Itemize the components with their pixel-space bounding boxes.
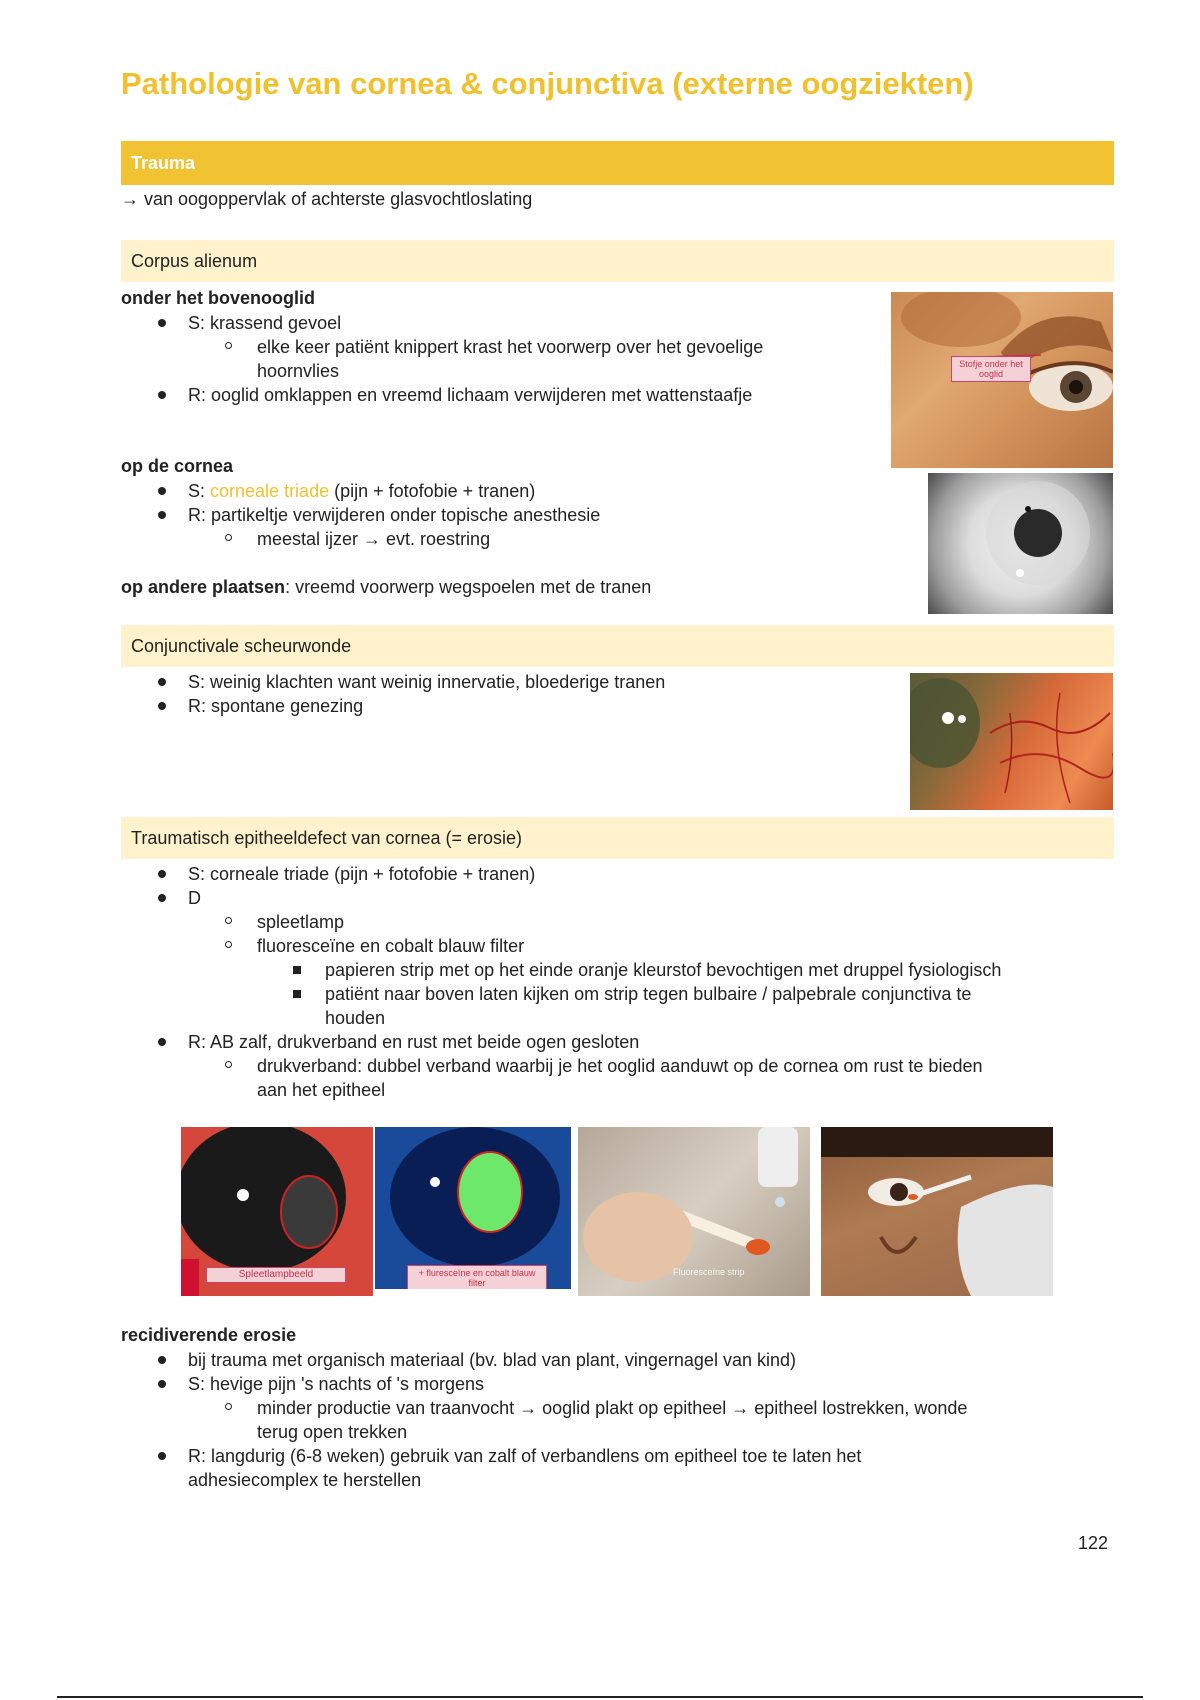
highlighted-term: corneale triade	[210, 481, 330, 501]
bullet-icon	[158, 702, 166, 710]
list-item: minder productie van traanvocht → ooglid plakt op epitheel → epitheel lostrekken, wonde	[121, 1396, 1111, 1420]
list-item: R: partikeltje verwijderen onder topische anesthesie	[121, 503, 881, 527]
page-number: 122	[1078, 1533, 1109, 1553]
circle-bullet-icon	[225, 342, 232, 349]
blood-vessels-illustration	[910, 673, 1113, 810]
bullet-icon	[158, 1038, 166, 1046]
page-title: Pathologie van cornea & conjunctiva (externe oogziekten)	[121, 66, 974, 101]
list-erosie	[121, 862, 1111, 1102]
bottom-divider	[57, 1696, 1143, 1698]
heading-recidiverende-erosie: recidiverende erosie	[121, 1325, 297, 1345]
list-item: R: ooglid omklappen en vreemd lichaam verwijderen met wattenstaafje	[121, 383, 881, 407]
list-item: bij trauma met organisch materiaal (bv. blad van plant, vingernagel van kind)	[121, 1348, 1111, 1372]
section-header-label: Trauma	[131, 152, 196, 173]
list-item: R: langdurig (6-8 weken) gebruik van zalf of verbandlens om epitheel toe te laten het	[121, 1444, 1111, 1468]
list-item-continuation: hoornvlies	[257, 361, 340, 381]
list-bovenooglid	[121, 311, 881, 407]
square-bullet-icon	[293, 990, 301, 998]
image-caption: Fluoresceïne strip	[673, 1267, 745, 1277]
list-item: R: AB zalf, drukverband en rust met beide ogen gesloten	[121, 1030, 1111, 1054]
circle-bullet-icon	[225, 1061, 232, 1068]
list-item: S: krassend gevoel	[121, 311, 881, 335]
photo-fluorescein-cobalt	[375, 1127, 571, 1289]
heading-op-de-cornea: op de cornea	[121, 456, 234, 476]
list-item: S: weinig klachten want weinig innervatie, bloederige tranen	[121, 670, 881, 694]
bullet-icon	[158, 1356, 166, 1364]
paragraph-andere-plaatsen: op andere plaatsen: vreemd voorwerp wegspoelen met de tranen	[121, 577, 652, 597]
list-item: S: corneale triade (pijn + fotofobie + tranen)	[121, 862, 1111, 886]
circle-bullet-icon	[225, 534, 232, 541]
strip-application-illustration	[821, 1127, 1053, 1296]
photo-conjunctival-laceration	[910, 673, 1113, 810]
list-item: fluoresceïne en cobalt blauw filter	[121, 934, 1111, 958]
subsection-header-conjunctivale-scheurwonde	[121, 625, 1114, 667]
photo-slit-lamp	[181, 1127, 373, 1296]
photo-fluorescein-strip	[578, 1127, 810, 1296]
list-item: spleetlamp	[121, 910, 1111, 934]
list-item: papieren strip met op het einde oranje kleurstof bevochtigen met druppel fysiologisch	[121, 958, 1111, 982]
bullet-icon	[158, 678, 166, 686]
list-item: elke keer patiënt knippert krast het voorwerp over het gevoelige	[121, 335, 881, 359]
circle-bullet-icon	[225, 917, 232, 924]
bullet-icon	[158, 511, 166, 519]
subsection-header-label: Conjunctivale scheurwonde	[131, 635, 352, 656]
bullet-icon	[158, 319, 166, 327]
bullet-icon	[158, 487, 166, 495]
circle-bullet-icon	[225, 941, 232, 948]
subsection-header-label: Traumatisch epitheeldefect van cornea (= erosie)	[131, 827, 523, 848]
bullet-icon	[158, 894, 166, 902]
photo-strip-application	[821, 1127, 1053, 1296]
bullet-icon	[158, 870, 166, 878]
subsection-header-label: Corpus alienum	[131, 250, 258, 271]
heading-bovenooglid: onder het bovenooglid	[121, 288, 315, 308]
section-header-trauma	[121, 141, 1114, 185]
photo-foreign-body-eyelid	[891, 292, 1113, 468]
image-caption: Stofje onder het ooglid	[951, 356, 1031, 382]
bullet-icon	[158, 391, 166, 399]
list-item: patiënt naar boven laten kijken om strip tegen bulbaire / palpebrale conjunctiva te	[121, 982, 1111, 1006]
list-recidiverende-erosie	[121, 1348, 1111, 1492]
list-item: meestal ijzer → evt. roestring	[121, 527, 881, 551]
bullet-icon	[158, 1380, 166, 1388]
list-item-continuation: houden	[325, 1008, 386, 1028]
subsection-header-erosie	[121, 817, 1114, 859]
cornea-iris-illustration	[928, 473, 1113, 614]
list-item-continuation: adhesiecomplex te herstellen	[188, 1470, 422, 1490]
list-item: S: hevige pijn 's nachts of 's morgens	[121, 1372, 1111, 1396]
bullet-icon	[158, 1452, 166, 1460]
image-caption: + fluresceïne en cobalt blauw filter	[407, 1265, 547, 1289]
circle-bullet-icon	[225, 1403, 232, 1410]
subsection-header-corpus-alienum	[121, 240, 1114, 282]
list-conjunctivale-scheurwonde	[121, 670, 881, 718]
trauma-intro: → van oogoppervlak of achterste glasvochtloslating	[121, 189, 533, 209]
list-item: drukverband: dubbel verband waarbij je het ooglid aanduwt op de cornea om rust te bieden	[121, 1054, 1111, 1078]
list-item: S: corneale triade (pijn + fotofobie + tranen)	[121, 479, 881, 503]
list-item-continuation: aan het epitheel	[257, 1080, 386, 1100]
list-item: D	[121, 886, 1111, 910]
image-caption: Spleetlampbeeld	[206, 1267, 346, 1283]
square-bullet-icon	[293, 966, 301, 974]
list-item: R: spontane genezing	[121, 694, 881, 718]
photo-cornea-particle	[928, 473, 1113, 614]
list-item-continuation: terug open trekken	[257, 1422, 408, 1442]
list-op-de-cornea	[121, 479, 881, 551]
